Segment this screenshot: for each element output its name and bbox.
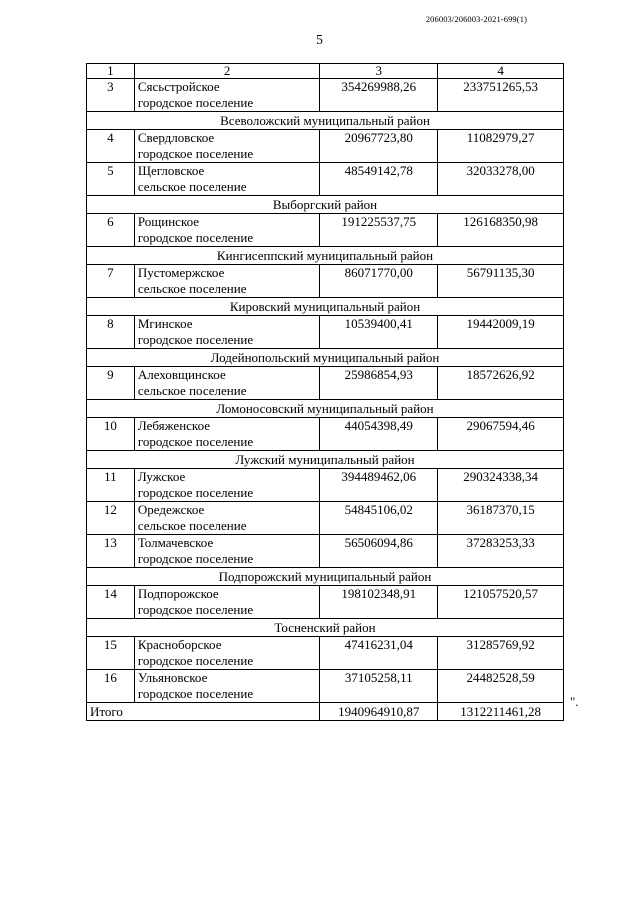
region-name: Лодейнопольский муниципальный район [87, 349, 564, 367]
region-header-row [87, 247, 564, 265]
row-number: 11 [87, 469, 135, 502]
region-name: Кингисеппский муниципальный район [87, 247, 564, 265]
row-number: 16 [87, 670, 135, 703]
amount-column-4: 29067594,46 [438, 418, 564, 451]
amount-column-4: 31285769,92 [438, 637, 564, 670]
settlement-name-line1: Ульяновское [137, 670, 208, 685]
region-name: Ломоносовский муниципальный район [87, 400, 564, 418]
settlement-type-line2: городское поселение [137, 230, 254, 245]
settlement-type-line2: городское поселение [137, 146, 254, 161]
table-row [87, 316, 564, 349]
settlement-type-line2: сельское поселение [137, 518, 247, 533]
table-row [87, 367, 564, 400]
column-header-4: 4 [438, 64, 564, 79]
page-number: 5 [316, 32, 323, 47]
table-row [87, 214, 564, 247]
amount-column-3: 25986854,93 [320, 367, 438, 400]
amount-column-4: 18572626,92 [438, 367, 564, 400]
row-number: 10 [87, 418, 135, 451]
amount-column-4: 56791135,30 [438, 265, 564, 298]
total-amount-column-4: 1312211461,28 [438, 703, 564, 721]
region-header-row [87, 112, 564, 130]
settlement-name-line1: Сясьстройское [137, 79, 220, 94]
amount-column-3: 86071770,00 [320, 265, 438, 298]
amount-column-4: 24482528,59 [438, 670, 564, 703]
table-row [87, 418, 564, 451]
settlement-type-line2: городское поселение [137, 485, 254, 500]
table-row [87, 502, 564, 535]
region-name: Лужский муниципальный район [87, 451, 564, 469]
row-number: 12 [87, 502, 135, 535]
settlement-name [134, 130, 320, 163]
row-number: 4 [87, 130, 135, 163]
region-header-row [87, 298, 564, 316]
settlement-name [134, 502, 320, 535]
amount-column-3: 354269988,26 [320, 79, 438, 112]
settlement-type-line2: городское поселение [137, 434, 254, 449]
total-amount-column-3: 1940964910,87 [320, 703, 438, 721]
settlement-name-line1: Мгинское [137, 316, 193, 331]
amount-column-4: 37283253,33 [438, 535, 564, 568]
settlement-name [134, 79, 320, 112]
settlement-type-line2: сельское поселение [137, 383, 247, 398]
settlement-name-line1: Рощинское [137, 214, 200, 229]
row-number: 9 [87, 367, 135, 400]
amount-column-3: 48549142,78 [320, 163, 438, 196]
settlement-type-line2: сельское поселение [137, 281, 247, 296]
total-row [87, 703, 564, 721]
table-header-row [87, 64, 564, 79]
region-header-row [87, 568, 564, 586]
settlement-type-line2: городское поселение [137, 95, 254, 110]
amount-column-3: 20967723,80 [320, 130, 438, 163]
settlement-name [134, 367, 320, 400]
settlement-name-line1: Щегловское [137, 163, 205, 178]
amount-column-3: 56506094,86 [320, 535, 438, 568]
table-row [87, 637, 564, 670]
region-header-row [87, 349, 564, 367]
settlement-name-line1: Толмачевское [137, 535, 214, 550]
settlement-name-line1: Оредежское [137, 502, 205, 517]
settlement-name [134, 214, 320, 247]
row-number: 3 [87, 79, 135, 112]
row-number: 13 [87, 535, 135, 568]
settlement-name-line1: Лужское [137, 469, 186, 484]
amount-column-3: 10539400,41 [320, 316, 438, 349]
settlement-name [134, 670, 320, 703]
region-name: Кировский муниципальный район [87, 298, 564, 316]
budget-table [86, 63, 564, 721]
row-number: 7 [87, 265, 135, 298]
table-row [87, 586, 564, 619]
amount-column-4: 233751265,53 [438, 79, 564, 112]
settlement-name-line1: Свердловское [137, 130, 215, 145]
amount-column-3: 47416231,04 [320, 637, 438, 670]
settlement-name [134, 316, 320, 349]
settlement-type-line2: городское поселение [137, 602, 254, 617]
amount-column-4: 36187370,15 [438, 502, 564, 535]
row-number: 15 [87, 637, 135, 670]
settlement-name [134, 637, 320, 670]
settlement-type-line2: городское поселение [137, 653, 254, 668]
amount-column-3: 44054398,49 [320, 418, 438, 451]
row-number: 8 [87, 316, 135, 349]
amount-column-3: 191225537,75 [320, 214, 438, 247]
settlement-name [134, 163, 320, 196]
region-header-row [87, 400, 564, 418]
amount-column-4: 126168350,98 [438, 214, 564, 247]
settlement-type-line2: сельское поселение [137, 179, 247, 194]
amount-column-4: 121057520,57 [438, 586, 564, 619]
column-header-2: 2 [134, 64, 320, 79]
settlement-name-line1: Лебяженское [137, 418, 211, 433]
column-header-3: 3 [320, 64, 438, 79]
table-body [87, 64, 564, 721]
amount-column-3: 198102348,91 [320, 586, 438, 619]
region-header-row [87, 196, 564, 214]
settlement-name-line1: Красноборское [137, 637, 222, 652]
document-code: 206003/206003-2021-699(1) [425, 14, 527, 24]
settlement-name [134, 469, 320, 502]
amount-column-3: 394489462,06 [320, 469, 438, 502]
settlement-type-line2: городское поселение [137, 551, 254, 566]
region-name: Выборгский район [87, 196, 564, 214]
table-row [87, 79, 564, 112]
table-row [87, 535, 564, 568]
table-row [87, 469, 564, 502]
row-number: 5 [87, 163, 135, 196]
row-number: 6 [87, 214, 135, 247]
table-row [87, 265, 564, 298]
table-row [87, 670, 564, 703]
region-header-row [87, 619, 564, 637]
amount-column-4: 32033278,00 [438, 163, 564, 196]
amount-column-3: 54845106,02 [320, 502, 438, 535]
settlement-name [134, 535, 320, 568]
settlement-name-line1: Алеховщинское [137, 367, 226, 382]
settlement-name-line1: Пустомержское [137, 265, 225, 280]
settlement-type-line2: городское поселение [137, 332, 254, 347]
amount-column-4: 290324338,34 [438, 469, 564, 502]
table-row [87, 130, 564, 163]
region-name: Тосненский район [87, 619, 564, 637]
region-name: Всеволожский муниципальный район [87, 112, 564, 130]
settlement-name-line1: Подпорожское [137, 586, 219, 601]
amount-column-3: 37105258,11 [320, 670, 438, 703]
table-row [87, 163, 564, 196]
settlement-type-line2: городское поселение [137, 686, 254, 701]
amount-column-4: 19442009,19 [438, 316, 564, 349]
settlement-name [134, 265, 320, 298]
column-header-1: 1 [87, 64, 135, 79]
amount-column-4: 11082979,27 [438, 130, 564, 163]
region-name: Подпорожский муниципальный район [87, 568, 564, 586]
settlement-name [134, 418, 320, 451]
total-label: Итого [87, 703, 320, 721]
closing-quote-mark: ". [570, 694, 579, 709]
settlement-name [134, 586, 320, 619]
row-number: 14 [87, 586, 135, 619]
region-header-row [87, 451, 564, 469]
